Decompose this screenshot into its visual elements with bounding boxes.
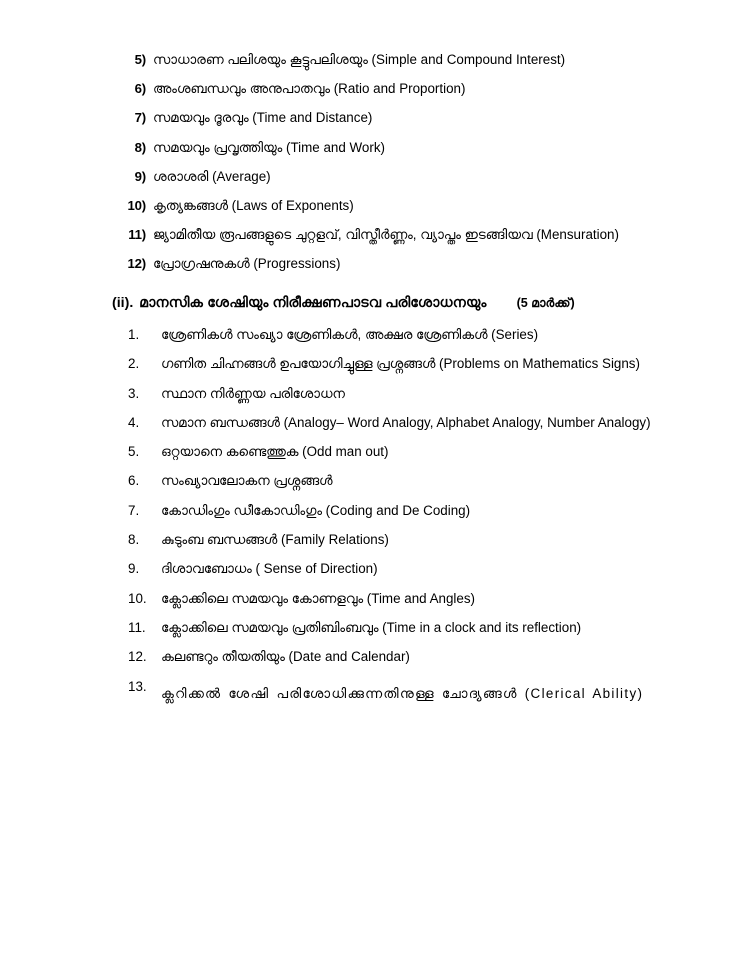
- list-item: [112, 227, 692, 256]
- list-item-marker: 6): [134, 81, 146, 97]
- list-item-text: സമയവും പ്രവൃത്തിയും (Time and Work): [153, 139, 385, 155]
- list-item-text: സമാന ബന്ധങ്ങൾ (Analogy– Word Analogy, Alphabet Analogy, Number Analogy): [161, 414, 651, 430]
- list-item-text: ഗണിത ചിഹ്നങ്ങൾ ഉപയോഗിച്ചുള്ള പ്രശ്നങ്ങൾ (Problems on Mathematics Signs): [161, 356, 640, 372]
- list-item: [128, 415, 703, 444]
- list-item-marker: 8.: [128, 532, 140, 548]
- section-heading: [112, 295, 712, 311]
- list-item-text: സമയവും ദൂരവും (Time and Distance): [153, 110, 373, 126]
- list-item: [128, 591, 703, 620]
- list-item: [128, 503, 703, 532]
- list-item-marker: 7.: [128, 502, 140, 518]
- list-item: [112, 198, 692, 227]
- list-item-text: ക്ലോക്കിലെ സമയവും പ്രതിബിംബവും (Time in a clock and its reflection): [161, 619, 582, 635]
- list-item-text: സാധാരണ പലിശയും കൂട്ടുപലിശയും (Simple and Compound Interest): [153, 52, 566, 67]
- list-item: [128, 356, 703, 385]
- list-item-text: ക്ലോക്കിലെ സമയവും കോണളവും (Time and Angles): [161, 590, 475, 606]
- list-item-text: ശ്രേണികൾ സംഖ്യാ ശ്രേണികൾ, അക്ഷര ശ്രേണികൾ (Series): [161, 327, 539, 342]
- section-heading-marks: (5 മാർക്ക്): [516, 296, 575, 310]
- list-item-marker: 2.: [128, 356, 140, 372]
- list-item-marker: 10.: [128, 590, 147, 606]
- list-item-text: അംശബന്ധവും അനുപാതവും (Ratio and Proportion): [153, 81, 466, 97]
- list-item-text: ഒറ്റയാനെ കണ്ടെത്തുക (Odd man out): [161, 444, 389, 460]
- list-item: [112, 140, 692, 169]
- list-item-marker: 9): [134, 168, 146, 184]
- list-item-marker: 4.: [128, 414, 140, 430]
- list-item: [112, 110, 692, 139]
- list-item: [128, 386, 703, 415]
- list-item-text: കുടുംബ ബന്ധങ്ങൾ (Family Relations): [161, 532, 389, 548]
- list-item: [128, 532, 703, 561]
- list-item-marker: 12.: [128, 649, 147, 665]
- list-item: [112, 169, 692, 198]
- list-item-marker: 11): [128, 227, 146, 243]
- list-item-text: സംഖ്യാവലോകന പ്രശ്നങ്ങൾ: [161, 473, 333, 489]
- list-item: [112, 256, 692, 285]
- list-item: [128, 561, 703, 590]
- list-item-marker: 13.: [128, 678, 147, 694]
- list-item-text: കൃത്യങ്കങ്ങൾ (Laws of Exponents): [153, 197, 354, 213]
- list-item-marker: 12): [127, 256, 146, 272]
- section-heading-title: മാനസിക ശേഷിയും നിരീക്ഷണപാടവ പരിശോധനയും: [139, 295, 487, 311]
- syllabus-list-arithmetic: [112, 52, 692, 286]
- list-item-marker: 7): [134, 110, 146, 126]
- list-item-marker: 1.: [128, 327, 140, 342]
- list-item-marker: 5.: [128, 444, 140, 460]
- list-item: [112, 81, 692, 110]
- list-item-marker: 10): [127, 197, 146, 213]
- list-item-text: ക്ലറിക്കൽ ശേഷി പരിശോധിക്കുന്നതിനുള്ള ചോദ്യങ്ങൾ (Clerical Ability): [161, 685, 644, 701]
- list-item-text: ശരാശരി (Average): [153, 168, 271, 184]
- list-item: [128, 327, 703, 356]
- list-item-text: സ്ഥാന നിർണ്ണയ പരിശോധന: [161, 385, 345, 401]
- list-item-marker: 6.: [128, 473, 140, 489]
- list-item: [128, 620, 703, 649]
- list-item: [128, 444, 703, 473]
- syllabus-list-mental-ability: [128, 327, 703, 708]
- list-item-text: കലണ്ടറും തീയതിയും (Date and Calendar): [161, 649, 410, 665]
- section-heading-label: (ii).: [112, 295, 134, 311]
- list-item-text: പ്രോഗ്രഷനുകൾ (Progressions): [153, 256, 341, 272]
- list-item-marker: 8): [134, 139, 146, 155]
- list-item-marker: 5): [134, 52, 146, 67]
- list-item-text: ജ്യാമിതീയ രൂപങ്ങളുടെ ചുറ്റളവ്, വിസ്തീർണ്ണം, വ്യാപ്തം ഇടങ്ങിയവ (Mensuration): [153, 227, 619, 243]
- list-item-marker: 3.: [128, 385, 140, 401]
- list-item: [128, 679, 703, 708]
- list-item: [112, 52, 692, 81]
- list-item-text: ദിശാവബോധം ( Sense of Direction): [161, 561, 378, 577]
- list-item-marker: 11.: [128, 619, 146, 635]
- list-item-marker: 9.: [128, 561, 140, 577]
- list-item: [128, 649, 703, 678]
- list-item: [128, 473, 703, 502]
- list-item-text: കോഡിംഗും ഡീകോഡിംഗും (Coding and De Coding): [161, 502, 471, 518]
